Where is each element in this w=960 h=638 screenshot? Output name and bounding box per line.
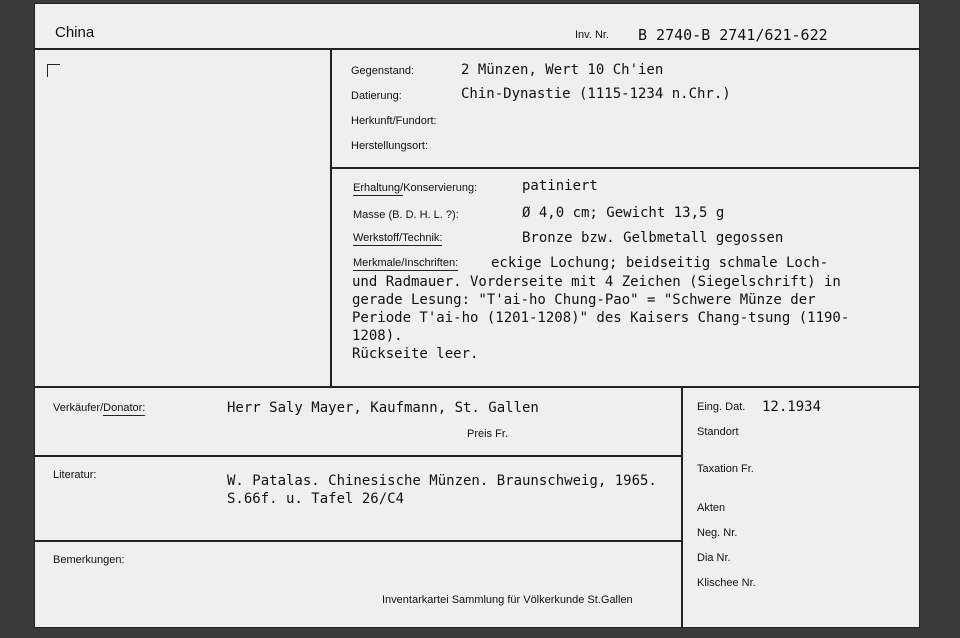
literatur-line-1: W. Patalas. Chinesische Münzen. Braunschweig, 1965. — [227, 473, 657, 489]
literature-divider — [35, 540, 681, 542]
datierung-label: Datierung: — [351, 90, 402, 102]
object-divider — [330, 167, 919, 169]
inv-label: Inv. Nr. — [575, 29, 610, 41]
klischee-label: Klischee Nr. — [697, 577, 756, 589]
eing-label: Eing. Dat. — [697, 401, 746, 413]
seller-divider — [35, 455, 681, 457]
taxation-label: Taxation Fr. — [697, 463, 754, 475]
datierung-value: Chin-Dynastie (1115-1234 n.Chr.) — [461, 86, 731, 102]
literatur-line-2: S.66f. u. Tafel 26/C4 — [227, 491, 405, 507]
merkmale-line-2: und Radmauer. Vorderseite mit 4 Zeichen (Siegelschrift) in — [352, 274, 841, 290]
preis-label: Preis Fr. — [467, 428, 508, 440]
merkmale-line-3: gerade Lesung: "T'ai-ho Chung-Pao" = "Schwere Münze der — [352, 292, 816, 308]
werkstoff-label: Werkstoff/Technik: — [353, 232, 443, 244]
masse-label: Masse (B. D. H. L. ?): — [353, 209, 459, 221]
merkmale-label: Merkmale/Inschriften: — [353, 257, 459, 269]
header-divider — [35, 48, 919, 50]
country-label: China — [55, 24, 95, 41]
merkmale-line-5: 1208). — [352, 328, 403, 344]
side-column-divider — [681, 386, 683, 627]
literatur-label: Literatur: — [53, 469, 97, 481]
verkaeufer-value: Herr Saly Mayer, Kaufmann, St. Gallen — [227, 400, 539, 416]
erhaltung-label — [353, 182, 477, 194]
verkaeufer-label — [53, 402, 145, 414]
standort-label: Standort — [697, 426, 739, 438]
verkaeufer-label-b: Donator: — [103, 402, 146, 414]
werkstoff-value: Bronze bzw. Gelbmetall gegossen — [522, 230, 784, 246]
akten-label: Akten — [697, 502, 726, 514]
erhaltung-label-a: Erhaltung/ — [353, 182, 404, 194]
merkmale-line-4: Periode T'ai-ho (1201-1208)" des Kaisers Chang-tsung (1190- — [352, 310, 850, 326]
neg-label: Neg. Nr. — [697, 527, 738, 539]
card-footer: Inventarkartei Sammlung für Völkerkunde St.Gallen — [382, 594, 633, 606]
merkmale-line-1: eckige Lochung; beidseitig schmale Loch- — [491, 255, 829, 271]
eing-value: 12.1934 — [762, 399, 822, 415]
erhaltung-label-b: Konservierung: — [403, 182, 478, 194]
gegenstand-label: Gegenstand: — [351, 65, 414, 77]
merkmale-line-6: Rückseite leer. — [352, 346, 479, 362]
erhaltung-value: patiniert — [522, 178, 598, 194]
photo-column-divider — [330, 48, 332, 387]
bemerkungen-label: Bemerkungen: — [53, 554, 125, 566]
inventory-card — [34, 3, 920, 628]
dia-label: Dia Nr. — [697, 552, 731, 564]
main-divider — [35, 386, 919, 388]
verkaeufer-label-a: Verkäufer/ — [53, 402, 104, 414]
photo-corner-mark — [47, 64, 60, 77]
gegenstand-value: 2 Münzen, Wert 10 Ch'ien — [461, 62, 664, 78]
herkunft-label: Herkunft/Fundort: — [351, 115, 437, 127]
inv-number: B 2740-B 2741/621-622 — [638, 26, 828, 44]
herstellungsort-label: Herstellungsort: — [351, 140, 429, 152]
masse-value: Ø 4,0 cm; Gewicht 13,5 g — [522, 205, 725, 221]
